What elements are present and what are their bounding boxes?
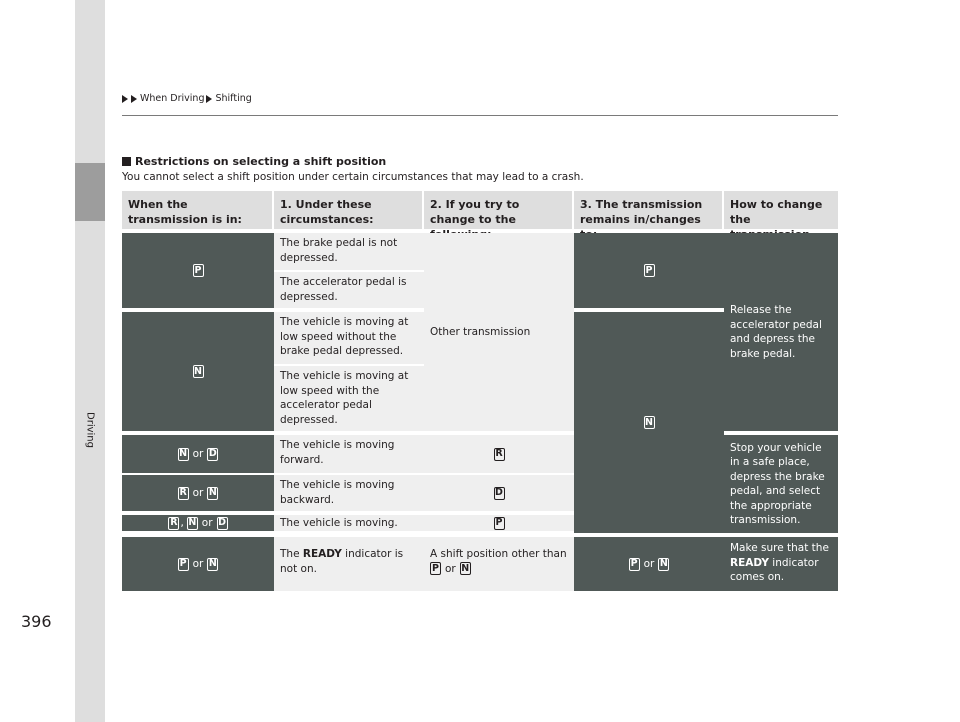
table-cell-condition: The accelerator pedal is depressed. xyxy=(274,272,424,308)
breadcrumb-arrow-icon xyxy=(206,95,212,103)
sidebar xyxy=(75,0,105,722)
position-badge: R xyxy=(495,448,503,460)
table-cell-action: Release the accelerator pedal and depress the brake pedal. xyxy=(724,233,838,431)
table-cell-position xyxy=(122,233,274,308)
table-cell-condition: The READY indicator is not on. xyxy=(274,537,424,591)
position-badge: D xyxy=(495,487,503,499)
table-cell-target: A shift position other than P or N xyxy=(424,537,574,591)
table-cell-position: R , N or D xyxy=(122,515,274,531)
table-cell-condition: The vehicle is moving at low speed without the brake pedal depressed. xyxy=(274,312,424,364)
section-heading xyxy=(122,155,386,168)
table-cell-position: N or D xyxy=(122,435,274,473)
position-badge: P xyxy=(629,558,640,571)
position-badge: N xyxy=(461,562,470,574)
table-header-cell: When the transmission is in: xyxy=(122,191,272,229)
table-header-cell: 3. The transmission remains in/changes xyxy=(574,191,722,229)
table-cell-condition: The vehicle is moving. xyxy=(274,515,424,531)
table-cell-target xyxy=(424,435,574,473)
section-intro: You cannot select a shift position under certain circumstances that may lead to a crash. xyxy=(122,171,584,183)
square-bullet-icon xyxy=(122,157,131,166)
header-divider xyxy=(122,115,838,116)
position-badge: N xyxy=(208,487,217,499)
table-cell-action: Make sure that the READY indicator comes on. xyxy=(724,537,838,591)
position-badge: P xyxy=(494,517,505,530)
page-number: 396 xyxy=(21,612,52,631)
position-badge: D xyxy=(218,517,226,529)
position-badge: R xyxy=(179,487,187,499)
position-badge: P xyxy=(430,562,441,575)
table-cell-result xyxy=(574,233,724,308)
position-badge: N xyxy=(645,416,653,428)
sidebar-section-label: Driving xyxy=(84,412,96,448)
position-badge: N xyxy=(208,558,217,570)
table-cell-position: R or N xyxy=(122,475,274,511)
position-badge: P xyxy=(178,558,189,571)
position-badge: N xyxy=(194,365,202,377)
sidebar-tab[interactable] xyxy=(75,163,105,221)
table-cell-target: Other transmission xyxy=(424,233,574,431)
breadcrumb xyxy=(122,93,252,104)
position-badge: N xyxy=(179,448,188,460)
table-cell-target xyxy=(424,515,574,531)
table-cell-condition: The brake pedal is not depressed. xyxy=(274,233,424,270)
breadcrumb-arrow-icon xyxy=(131,95,137,103)
position-badge: P xyxy=(193,264,204,277)
table-cell-condition: The vehicle is moving forward. xyxy=(274,435,424,473)
table-header-cell: 2. If you try to change to the xyxy=(424,191,572,229)
table-cell-condition: The vehicle is moving backward. xyxy=(274,475,424,511)
table-cell-target xyxy=(424,475,574,511)
breadcrumb-parent[interactable]: When Driving xyxy=(140,93,205,104)
position-badge: P xyxy=(644,264,655,277)
section-title: Restrictions on selecting a shift position xyxy=(135,155,387,168)
position-badge: N xyxy=(659,558,668,570)
breadcrumb-arrow-icon xyxy=(122,95,128,103)
table-cell-position xyxy=(122,312,274,431)
table-cell-result: P or N xyxy=(574,537,724,591)
position-badge: R xyxy=(170,517,178,529)
breadcrumb-current[interactable]: Shifting xyxy=(215,93,252,104)
table-header-cell: 1. Under these circumstances: xyxy=(274,191,422,229)
table-cell-condition: The vehicle is moving at low speed with the accelerator pedal depressed. xyxy=(274,366,424,431)
table-cell-action: Stop your vehicle in a safe place, depress the brake pedal, and select the appropriate transmission. xyxy=(724,435,838,533)
table-header-cell: How to change the xyxy=(724,191,838,229)
position-badge: N xyxy=(188,517,197,529)
table-cell-result xyxy=(574,312,724,533)
position-badge: D xyxy=(208,448,217,460)
table-cell-position: P or N xyxy=(122,537,274,591)
